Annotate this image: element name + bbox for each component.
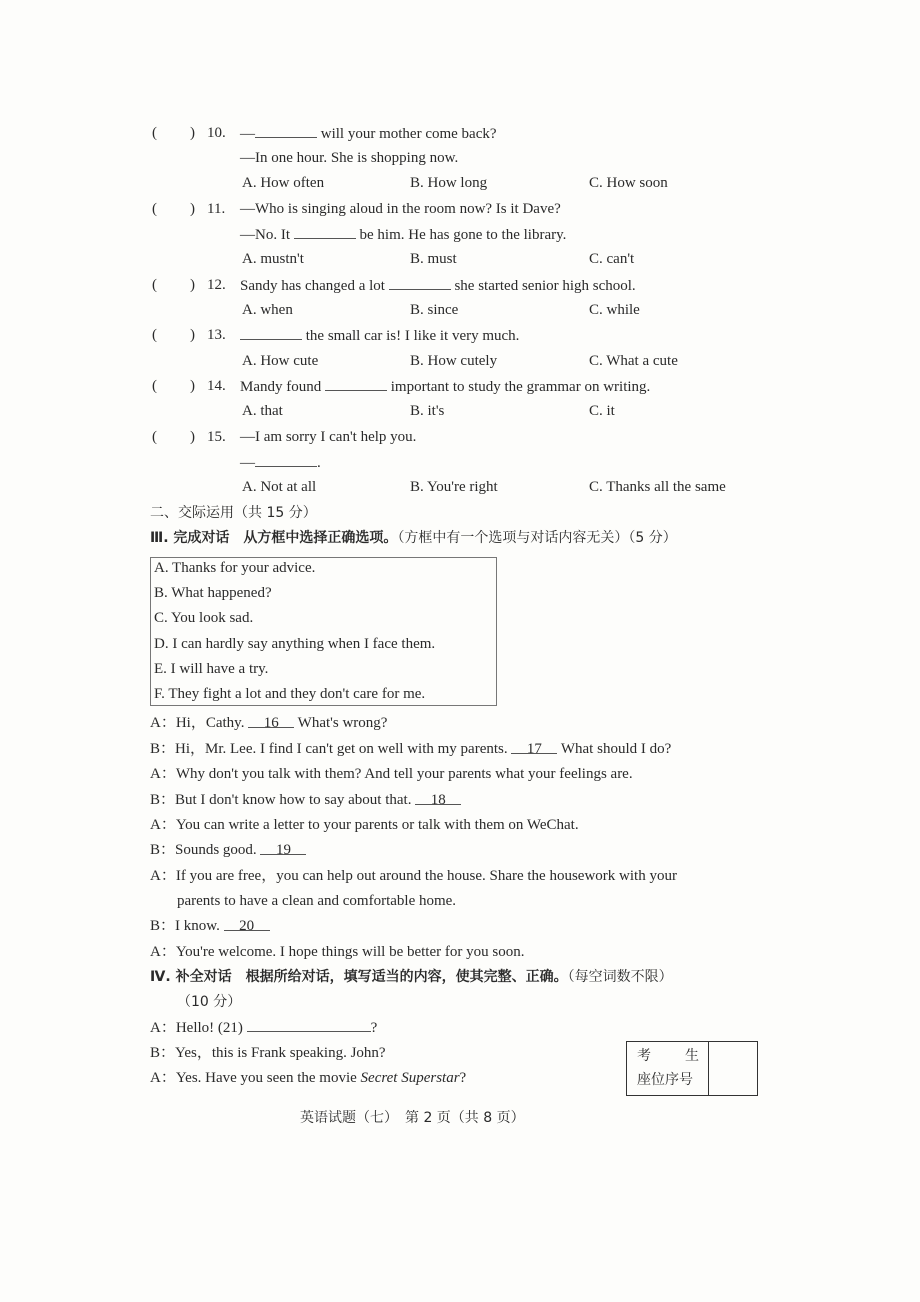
dialogue-line: A：Why don't you talk with them? And tell your parents what your feelings are.	[150, 766, 633, 782]
page-footer: 英语试题（七） 第 2 页（共 8 页）	[300, 1110, 525, 1126]
answer-paren-close: )	[190, 277, 195, 293]
option-c: C. How soon	[589, 175, 668, 191]
answer-paren-open: (	[152, 201, 157, 217]
answer-paren-open: (	[152, 327, 157, 343]
answer-blank[interactable]: 16	[248, 713, 294, 728]
question-number: 10.	[207, 125, 226, 141]
question-text: Sandy has changed a lot she started senior high school.	[240, 275, 636, 296]
part4-score: （10 分）	[177, 994, 242, 1010]
option-a: A. How cute	[242, 353, 319, 369]
answer-blank[interactable]: 18	[415, 790, 461, 805]
answer-blank[interactable]	[325, 376, 387, 391]
section-heading: 二、交际运用（共 15 分）	[150, 505, 317, 521]
dialogue-line: B：Hi，Mr. Lee. I find I can't get on well with my parents. 17 What should I do?	[150, 741, 672, 757]
option-b: B. must	[410, 251, 457, 267]
question-number: 14.	[207, 378, 226, 394]
options-box	[150, 557, 497, 706]
dialogue-line: A：You can write a letter to your parents or talk with them on WeChat.	[150, 817, 579, 833]
seat-label: 考	[637, 1048, 651, 1064]
answer-blank[interactable]: 19	[260, 840, 306, 855]
box-option: F. They fight a lot and they don't care for me.	[154, 686, 426, 702]
question-text: —In one hour. She is shopping now.	[240, 150, 459, 166]
dialogue-line: A：If you are free，you can help out around the house. Share the housework with your	[150, 868, 677, 884]
answer-blank[interactable]	[294, 224, 356, 239]
part4-heading: Ⅳ. 补全对话 根据所给对话，填写适当的内容，使其完整、正确。（每空词数不限）	[150, 969, 673, 985]
option-b: B. it's	[410, 403, 445, 419]
answer-blank-21[interactable]	[247, 1017, 371, 1032]
option-b: B. since	[410, 302, 459, 318]
option-a: A. that	[242, 403, 283, 419]
question-text: — .	[240, 452, 321, 473]
option-b: B. How long	[410, 175, 488, 191]
seat-label: 座位序号	[637, 1072, 693, 1088]
answer-blank[interactable]	[389, 275, 451, 290]
dialogue-line: A：You're welcome. I hope things will be better for you soon.	[150, 944, 525, 960]
answer-paren-close: )	[190, 201, 195, 217]
answer-paren-close: )	[190, 327, 195, 343]
option-a: A. How often	[242, 175, 325, 191]
box-option: B. What happened?	[154, 585, 272, 601]
answer-paren-close: )	[190, 125, 195, 141]
question-text: — will your mother come back?	[240, 123, 497, 144]
answer-blank[interactable]: 17	[511, 739, 557, 754]
answer-paren-open: (	[152, 429, 157, 445]
part3-heading: Ⅲ. 完成对话 从方框中选择正确选项。（方框中有一个选项与对话内容无关）（5 分）	[150, 530, 677, 546]
option-a: A. mustn't	[242, 251, 304, 267]
answer-blank[interactable]	[240, 325, 302, 340]
box-option: A. Thanks for your advice.	[154, 560, 316, 576]
dialogue-line: B：But I don't know how to say about that. 18	[150, 790, 461, 810]
dialogue-line: B：I know. 20	[150, 916, 270, 936]
box-option: D. I can hardly say anything when I face them.	[154, 636, 436, 652]
question-number: 13.	[207, 327, 226, 343]
dialogue-line: A：Yes. Have you seen the movie Secret Superstar?	[150, 1070, 467, 1086]
box-option: C. You look sad.	[154, 610, 254, 626]
option-c: C. What a cute	[589, 353, 678, 369]
option-a: A. when	[242, 302, 293, 318]
question-text: —No. It be him. He has gone to the library.	[240, 224, 566, 245]
answer-paren-open: (	[152, 378, 157, 394]
answer-paren-open: (	[152, 277, 157, 293]
answer-blank[interactable]	[255, 452, 317, 467]
answer-blank[interactable]	[255, 123, 317, 138]
dialogue-line: A：Hello! (21) ?	[150, 1017, 377, 1038]
dialogue-line: parents to have a clean and comfortable home.	[177, 893, 457, 909]
seat-divider	[708, 1042, 709, 1095]
question-number: 11.	[207, 201, 226, 217]
answer-paren-close: )	[190, 378, 195, 394]
question-text: —I am sorry I can't help you.	[240, 429, 417, 445]
question-number: 15.	[207, 429, 226, 445]
question-text: Mandy found important to study the grammar on writing.	[240, 376, 650, 397]
dialogue-line: B：Sounds good. 19	[150, 840, 306, 860]
option-b: B. How cutely	[410, 353, 498, 369]
option-b: B. You're right	[410, 479, 498, 495]
option-c: C. it	[589, 403, 615, 419]
seat-number-box	[626, 1041, 758, 1096]
option-c: C. can't	[589, 251, 635, 267]
question-text: —Who is singing aloud in the room now? Is it Dave?	[240, 201, 561, 217]
option-a: A. Not at all	[242, 479, 317, 495]
dialogue-line: B：Yes，this is Frank speaking. John?	[150, 1045, 386, 1061]
seat-label: 生	[685, 1048, 699, 1064]
answer-blank[interactable]: 20	[224, 916, 270, 931]
answer-paren-open: (	[152, 125, 157, 141]
option-c: C. while	[589, 302, 640, 318]
dialogue-line: A：Hi，Cathy. 16 What's wrong?	[150, 715, 388, 731]
question-number: 12.	[207, 277, 226, 293]
question-text: the small car is! I like it very much.	[240, 325, 519, 346]
answer-paren-close: )	[190, 429, 195, 445]
option-c: C. Thanks all the same	[589, 479, 726, 495]
box-option: E. I will have a try.	[154, 661, 269, 677]
